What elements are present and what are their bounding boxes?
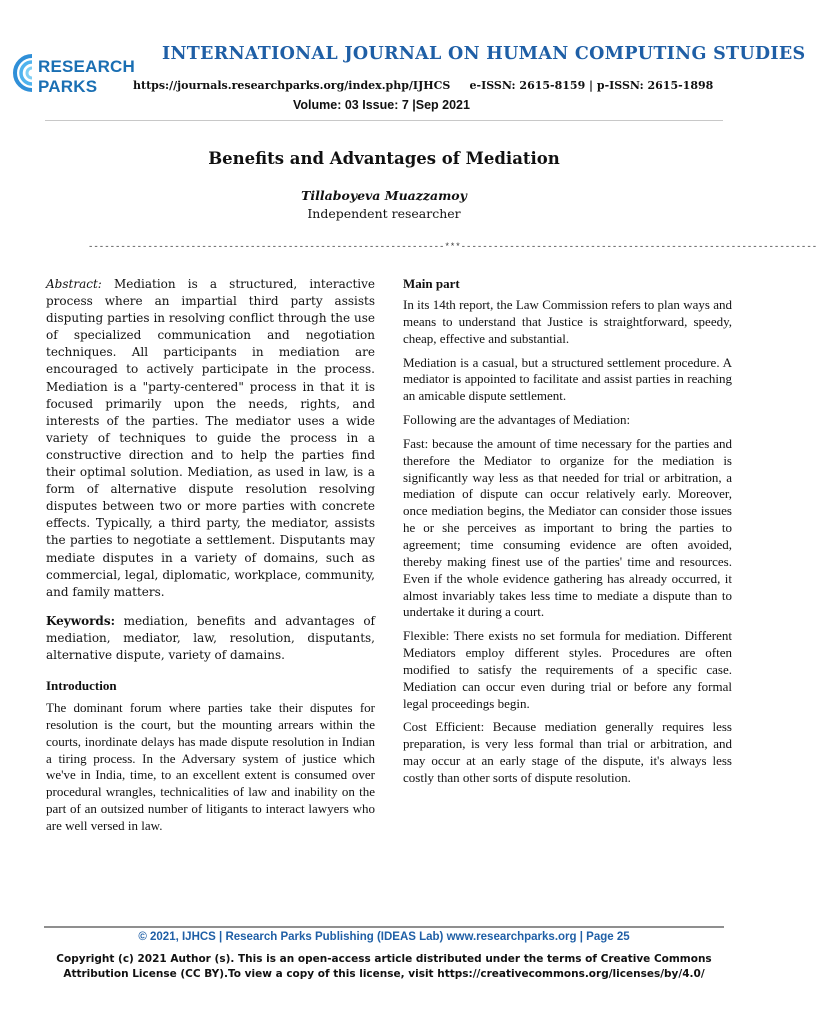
header-divider <box>45 120 723 121</box>
main-paragraph: Following are the advantages of Mediation: <box>403 412 631 428</box>
author-affiliation: Independent researcher <box>307 206 461 221</box>
keywords-text: mediation, benefits and advantages of mediation, mediator, law, resolution, disputants, alternative dispute, variety of damains. <box>46 613 375 662</box>
left-column <box>46 276 375 835</box>
main-part-heading: Main part <box>403 276 460 291</box>
author-name: Tillaboyeva Muazzamoy <box>301 188 467 203</box>
main-paragraph: Fast: because the amount of time necessary for the parties and therefore the Mediator to organize for the mediation is significantly way less as that needed for trial or arbitration, a mediation of dispute can occur relatively early. Moreover, once mediation begins, the Mediator can consider those issues he or she perceives as important to bring the parties to agreement; time consuming evidence are often avoided, thereby making finest use of the parties' time and resources. Even if the whole evidence gathering has already occurred, it almost invariably takes less time to mediate a dispute than to undertake it during a court. <box>403 435 732 620</box>
footer-publisher: © 2021, IJHCS | Research Parks Publishing (IDEAS Lab) www.researchparks.org | Page 25 <box>138 931 630 943</box>
right-column <box>403 276 732 794</box>
logo-line-2: PARKS <box>38 77 98 96</box>
main-paragraph: Cost Efficient: Because mediation generally requires less preparation, is very less formal than trial or arbitration, and may occur at an early stage of the dispute, it's always less costly than other sorts of dispute resolution. <box>403 719 732 785</box>
abstract-text: Mediation is a structured, interactive process where an impartial third party assists disputing parties in resolving conflict through the use of specialized communication and negotiation techniques. All participants in mediation are encouraged to actively participate in the process. Mediation is a "party-centered" process in that it is focused primarily upon the needs, rights, and interests of the parties. The mediator uses a wide variety of techniques to guide the process in a constructive direction and to help the parties find their optimal solution. Mediation, as used in law, is a form of alternative dispute resolution resolving disputes between two or more parties with concrete effects. Typically, a third party, the mediator, assists the parties to negotiate a settlement. Disputants may mediate disputes in a variety of domains, such as commercial, legal, diplomatic, workplace, community, and family matters. <box>46 277 375 599</box>
volume-issue: Volume: 03 Issue: 7 |Sep 2021 <box>293 98 470 112</box>
introduction-text: The dominant forum where parties take their disputes for resolution is the court, but the mounting arrears within the courts, inordinate delays has made dispute resolution in Indian a tiring process. In the Adversary system of justice which we've in India, time, to an excellent extent is consumed over procedural wrangles, technicalities of law and inability on the part of an outsized number of litigants to interact lawyers who are well versed in law. <box>46 700 375 833</box>
logo-wordmark <box>38 57 135 97</box>
section-separator: ------------------------------------------------------------------***------------------------------------------------------------------ <box>88 242 817 252</box>
paper-title: Benefits and Advantages of Mediation <box>208 149 560 168</box>
main-paragraph: In its 14th report, the Law Commission refers to plan ways and means to understand that Justice is straightforward, speedy, cheap, effective and substantial. <box>403 297 732 346</box>
abstract <box>46 276 375 601</box>
main-paragraph: Mediation is a casual, but a structured settlement procedure. A mediator is appointed to facilitate and assist parties in reaching an amicable dispute settlement. <box>403 354 732 404</box>
copyright-notice: Copyright (c) 2021 Author (s). This is an open-access article distributed under the terms of Creative Commons Attribution License (CC BY).To view a copy of this license, visit https://creativecommons.org/licenses/by/4.0/ <box>56 953 712 980</box>
footer-divider <box>44 926 724 928</box>
abstract-label: Abstract: <box>46 277 102 291</box>
keywords <box>46 613 375 664</box>
logo-line-1: RESEARCH <box>38 57 136 76</box>
introduction-heading: Introduction <box>46 678 117 694</box>
main-paragraph: Flexible: There exists no set formula for mediation. Different Mediators employ different styles. Procedures are often modified to satisfy the requirements of a specific case. Mediation can occur even during trial or before any formal legal proceedings begin. <box>403 628 732 711</box>
journal-url-issn: https://journals.researchparks.org/index.php/IJHCS e-ISSN: 2615-8159 | p-ISSN: 2615-1898 <box>133 79 714 92</box>
journal-title: INTERNATIONAL JOURNAL ON HUMAN COMPUTING STUDIES <box>162 44 806 64</box>
keywords-label: Keywords: <box>46 613 116 628</box>
